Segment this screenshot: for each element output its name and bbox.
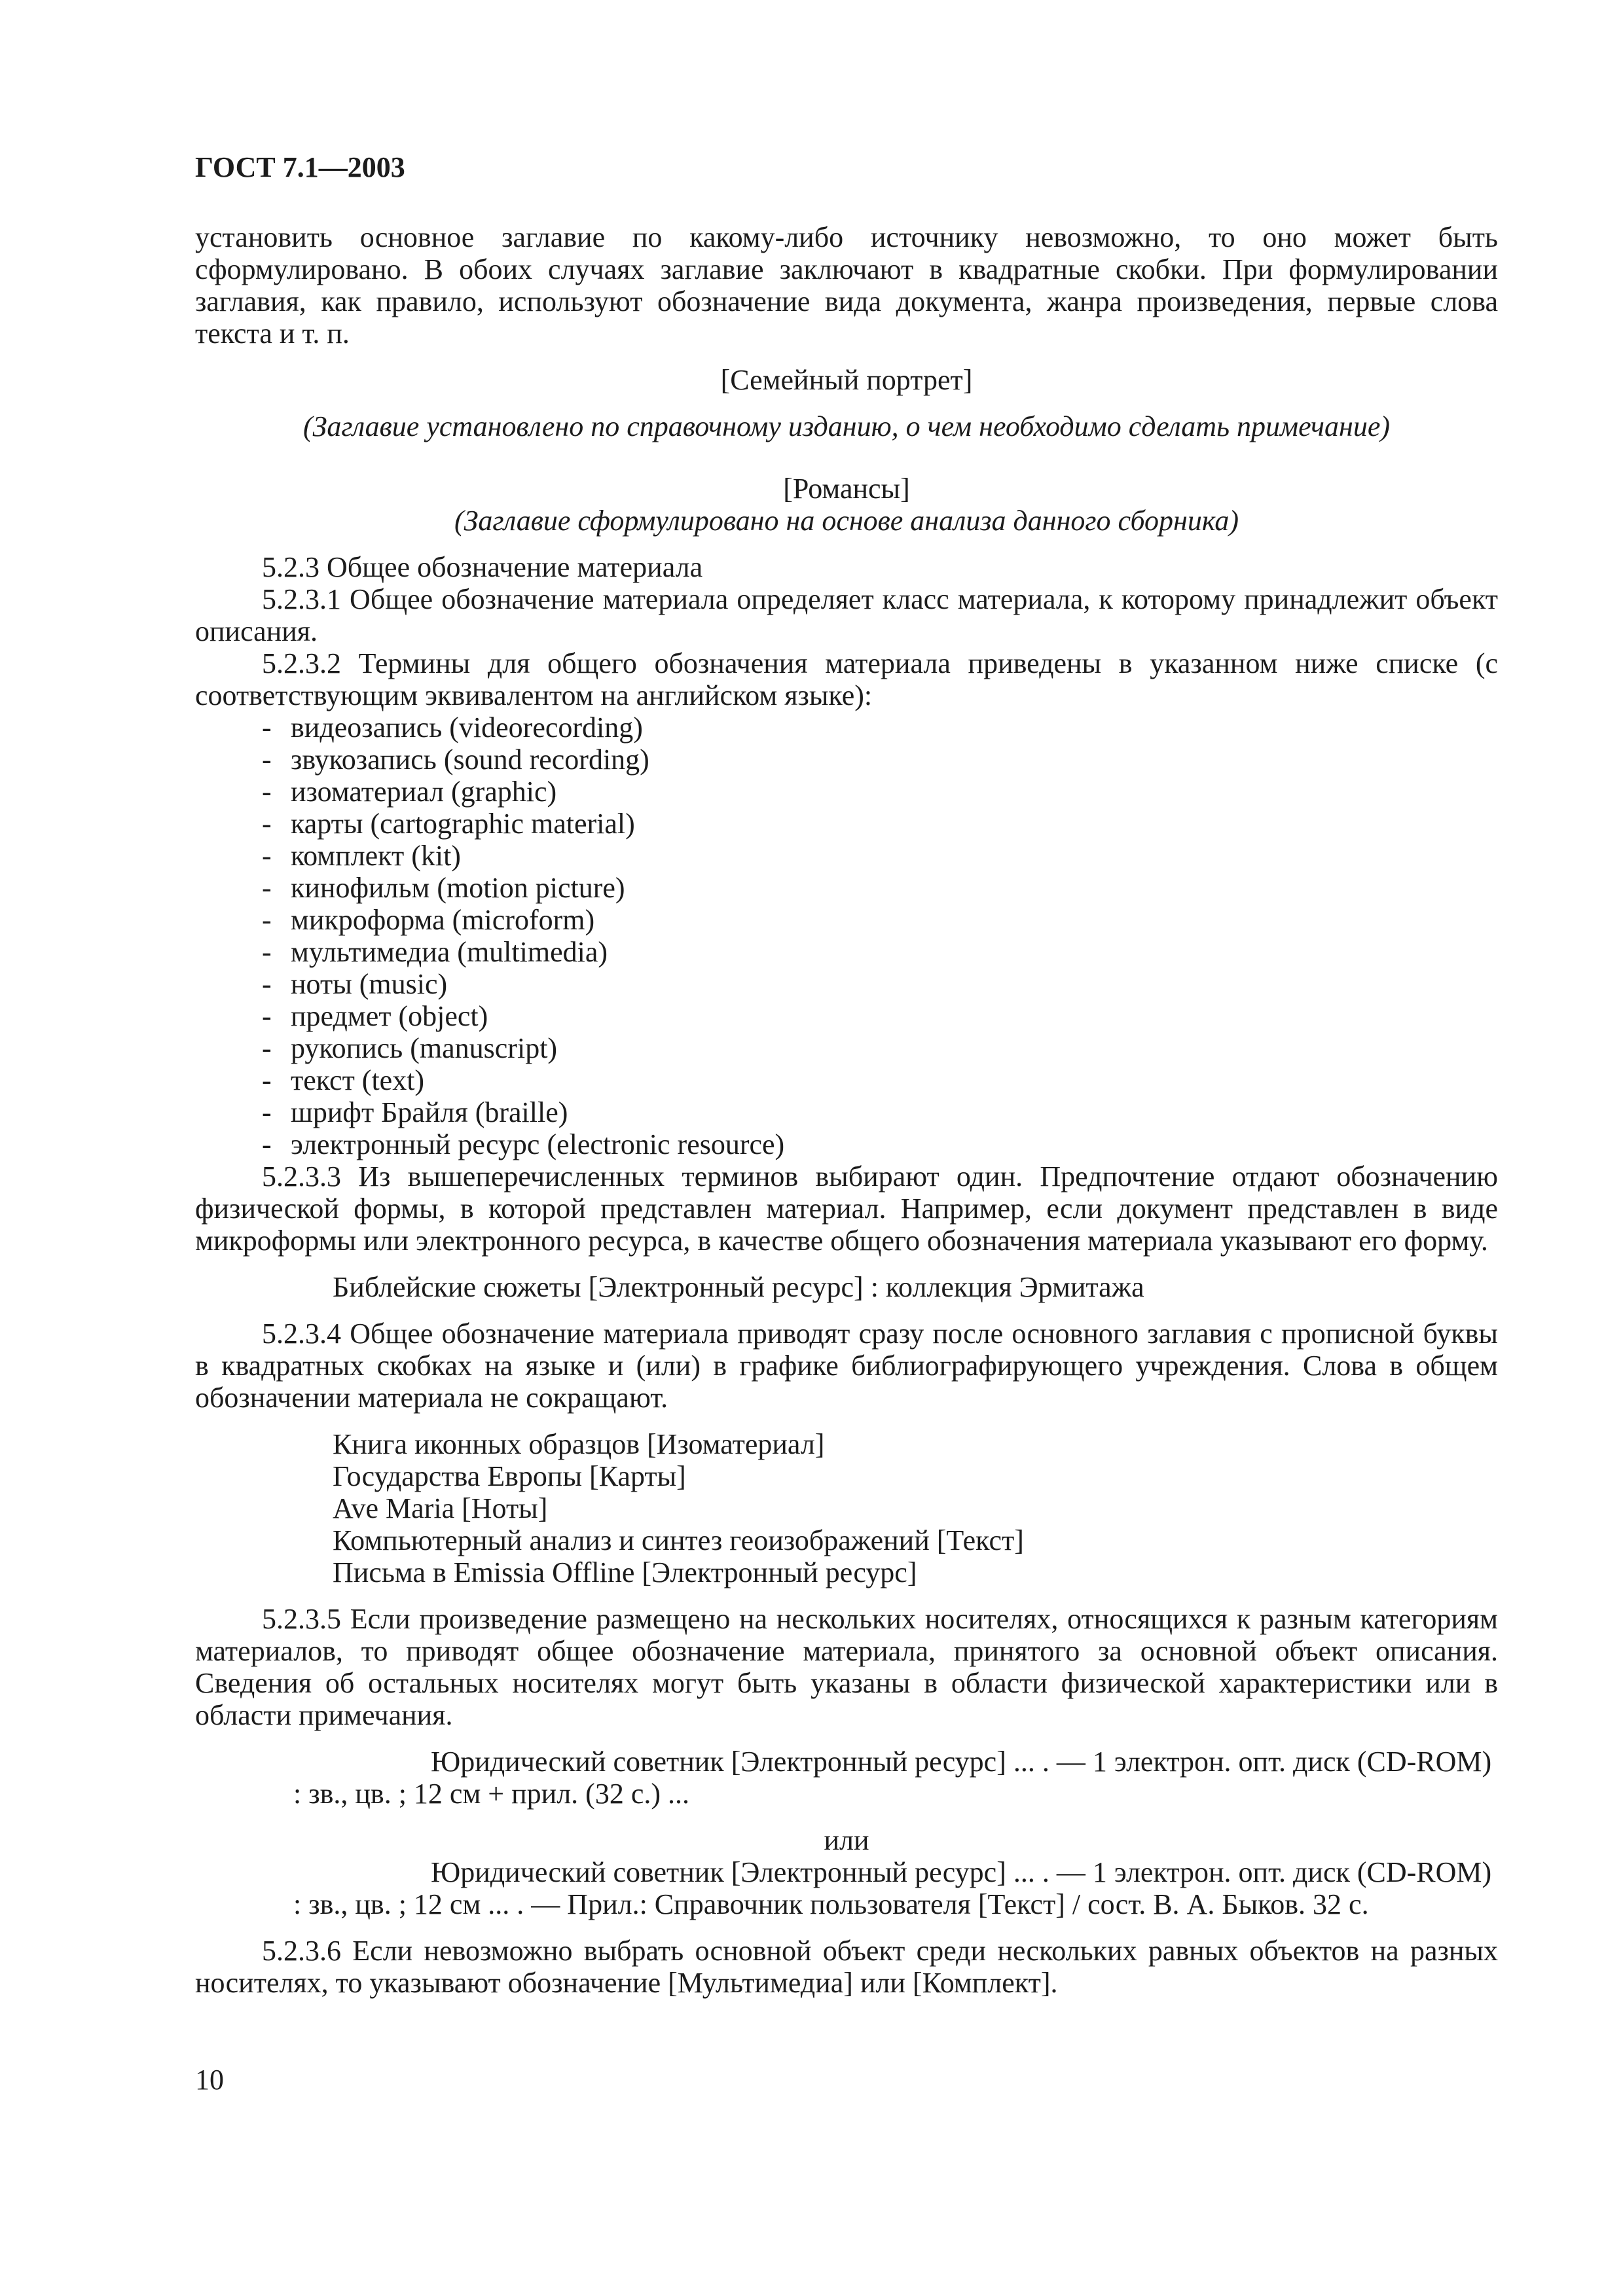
term-text: микроформа (microform) (291, 904, 595, 936)
list-item (262, 1096, 1498, 1128)
list-marker: - (262, 1032, 272, 1064)
paragraph-5-2-3-2: 5.2.3.2 Термины для общего обозначения материала приведены в указанном ниже списке (с соответствующим эквивалентом на английском языке): (195, 647, 1498, 711)
term-text: электронный ресурс (electronic resource) (291, 1128, 785, 1160)
example-5-2-3-3: Библейские сюжеты [Электронный ресурс] : коллекция Эрмитажа (333, 1271, 1144, 1303)
example-title-2: [Романсы] (783, 473, 910, 505)
list-item (262, 904, 1498, 936)
list-item (262, 711, 1498, 744)
intro-paragraph: установить основное заглавие по какому-либо источнику невозможно, то оно может быть сформулировано. В обоих случаях заглавие заключают в квадратные скобки. При формулировании заглавия, как правило, используют обозначение вида документа, жанра произведения, первые слова текста и т. п. (195, 221, 1498, 350)
list-item (262, 872, 1498, 904)
example-line: Книга иконных образцов [Изоматериал] (333, 1428, 825, 1460)
paragraph-5-2-3-4: 5.2.3.4 Общее обозначение материала приводят сразу после основного заглавия с прописной буквы в квадратных скобках на языке и (или) в графике библиографирующего учреждения. Слова в общем обозначении материала не сокращают. (195, 1318, 1498, 1414)
list-item (262, 936, 1498, 968)
term-text: комплект (kit) (291, 840, 461, 872)
list-marker: - (262, 872, 272, 904)
document-body (195, 221, 1498, 1999)
example-line: Письма в Emissia Offline [Электронный ресурс] (333, 1556, 917, 1588)
examples-5-2-3-4 (195, 1428, 1498, 1588)
term-text: шрифт Брайля (braille) (291, 1096, 568, 1128)
example-line: Компьютерный анализ и синтез геоизображений [Текст] (333, 1524, 1024, 1556)
paragraph-5-2-3-6: 5.2.3.6 Если невозможно выбрать основной объект среди нескольких равных объектов на разных носителях, то указывают обозначение [Мультимедиа] или [Комплект]. (195, 1935, 1498, 1999)
term-text: кинофильм (motion picture) (291, 872, 625, 904)
list-item (262, 1064, 1498, 1096)
term-text: звукозапись (sound recording) (291, 744, 649, 776)
example-5-2-3-5-b: Юридический советник [Электронный ресурс] ... . — 1 электрон. опт. диск (CD-ROM) : зв., цв. ; 12 см ... . — Прил.: Справочник пользователя [Текст] / сост. В. А. Быков. 32 с. (293, 1856, 1492, 1920)
list-item (262, 744, 1498, 776)
term-text: ноты (music) (291, 968, 448, 1000)
list-marker: - (262, 1000, 272, 1032)
list-item (262, 1000, 1498, 1032)
or-separator: или (824, 1824, 869, 1856)
example-line: Ave Maria [Ноты] (333, 1492, 548, 1524)
term-text: предмет (object) (291, 1000, 488, 1032)
list-marker: - (262, 808, 272, 840)
list-marker: - (262, 840, 272, 872)
list-marker: - (262, 968, 272, 1000)
list-marker: - (262, 1128, 272, 1160)
material-terms-list (195, 711, 1498, 1160)
list-marker: - (262, 744, 272, 776)
list-marker: - (262, 776, 272, 808)
example-5-2-3-5-a: Юридический советник [Электронный ресурс] ... . — 1 электрон. опт. диск (CD-ROM) : зв., цв. ; 12 см + прил. (32 с.) ... (293, 1746, 1492, 1810)
term-text: рукопись (manuscript) (291, 1032, 558, 1064)
list-item (262, 840, 1498, 872)
list-item (262, 1128, 1498, 1160)
page-number: 10 (195, 2064, 224, 2096)
list-marker: - (262, 936, 272, 968)
term-text: видеозапись (videorecording) (291, 711, 643, 744)
term-text: карты (cartographic material) (291, 808, 635, 840)
list-marker: - (262, 1096, 272, 1128)
list-item (262, 968, 1498, 1000)
section-heading-5-2-3: 5.2.3 Общее обозначение материала (262, 551, 703, 583)
term-text: изоматериал (graphic) (291, 776, 557, 808)
list-marker: - (262, 1064, 272, 1096)
example-note-1: (Заглавие установлено по справочному изданию, о чем необходимо сделать примечание) (302, 410, 1391, 442)
example-line: Государства Европы [Карты] (333, 1460, 686, 1492)
list-item (262, 808, 1498, 840)
paragraph-5-2-3-1: 5.2.3.1 Общее обозначение материала определяет класс материала, к которому принадлежит объект описания. (195, 583, 1498, 647)
example-note-2: (Заглавие сформулировано на основе анализа данного сборника) (454, 505, 1239, 537)
example-title-1: [Семейный портрет] (720, 364, 973, 396)
paragraph-5-2-3-3: 5.2.3.3 Из вышеперечисленных терминов выбирают один. Предпочтение отдают обозначению физической формы, в которой представлен материал. Например, если документ представлен в виде микроформы или электронного ресурса, в качестве общего обозначения материала указывают его форму. (195, 1160, 1498, 1257)
term-text: текст (text) (291, 1064, 425, 1096)
paragraph-5-2-3-5: 5.2.3.5 Если произведение размещено на нескольких носителях, относящихся к разным категориям материалов, то приводят общее обозначение материала, принятого за основной объект описания. Сведения об остальных носителях могут быть указаны в области физической характеристики или в области примечания. (195, 1603, 1498, 1731)
list-item (262, 1032, 1498, 1064)
list-marker: - (262, 711, 272, 744)
term-text: мультимедиа (multimedia) (291, 936, 608, 968)
standard-header: ГОСТ 7.1—2003 (195, 151, 405, 183)
list-item (262, 776, 1498, 808)
list-marker: - (262, 904, 272, 936)
